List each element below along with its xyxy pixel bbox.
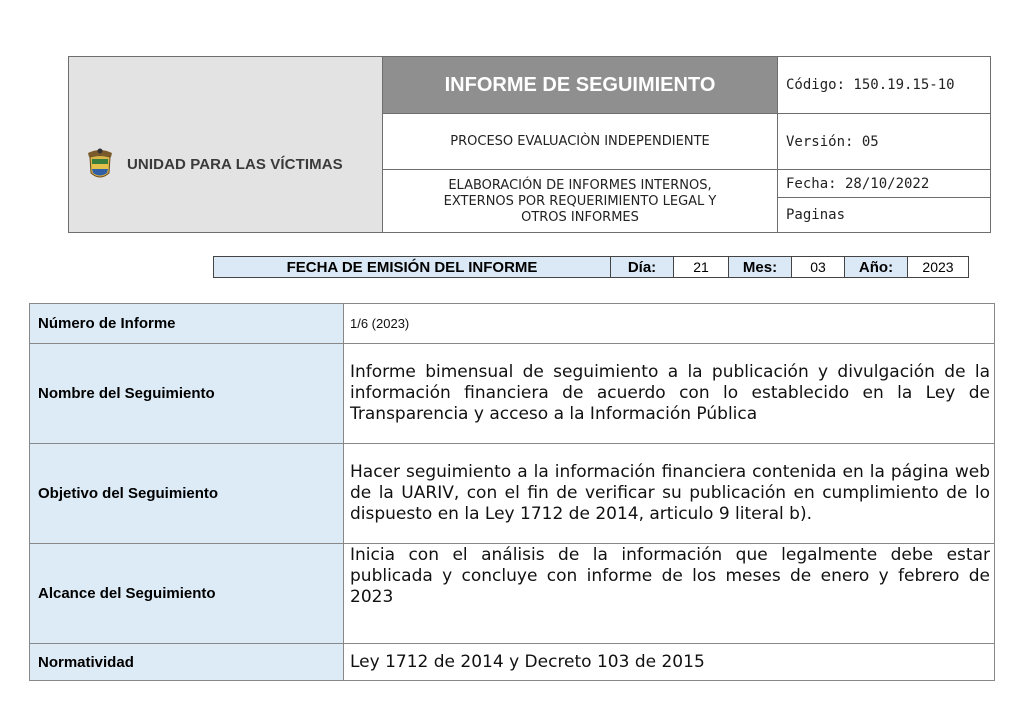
tracking-objective-value: Hacer seguimiento a la información financiera contenida en la página web de la UARIV, con el fin de verificar su publicación en cumplimiento de lo dispuesto en la Ley 1712 de 2014, articulo 9 literal b). (344, 444, 995, 544)
document-pages: Paginas (778, 198, 991, 233)
procedure-line-2: EXTERNOS POR REQUERIMIENTO LEGAL Y (443, 194, 717, 209)
document-title: INFORME DE SEGUIMIENTO (383, 57, 778, 114)
table-row (30, 344, 995, 444)
process-name: PROCESO EVALUACIÒN INDEPENDIENTE (383, 114, 778, 170)
regulations-label: Normatividad (30, 644, 344, 681)
tracking-name-label: Nombre del Seguimiento (30, 344, 344, 444)
document-date: Fecha: 28/10/2022 (778, 170, 991, 198)
tracking-scope-value: Inicia con el análisis de la información que legalmente debe estar publicada y concluye con informe de los meses de enero y febrero de 2023 (344, 544, 995, 644)
table-row (30, 444, 995, 544)
table-row (30, 644, 995, 681)
report-number-value: 1/6 (2023) (344, 304, 995, 344)
month-label: Mes: (729, 257, 792, 278)
tracking-scope-label: Alcance del Seguimiento (30, 544, 344, 644)
tracking-objective-label: Objetivo del Seguimiento (30, 444, 344, 544)
year-value: 2023 (908, 257, 969, 278)
report-details-table (29, 303, 995, 681)
procedure-line-3: OTROS INFORMES (521, 210, 639, 225)
document-version: Versión: 05 (778, 114, 991, 170)
report-number-label: Número de Informe (30, 304, 344, 344)
regulations-value: Ley 1712 de 2014 y Decreto 103 de 2015 (344, 644, 995, 681)
document-header (68, 56, 991, 233)
year-label: Año: (845, 257, 908, 278)
emission-date-strip (213, 256, 969, 278)
logo-cell (69, 57, 383, 233)
procedure-name (383, 170, 778, 233)
procedure-line-1: ELABORACIÓN DE INFORMES INTERNOS, (448, 178, 712, 193)
day-value: 21 (674, 257, 729, 278)
table-row (30, 304, 995, 344)
emission-date-label: FECHA DE EMISIÓN DEL INFORME (214, 257, 611, 278)
table-row (30, 544, 995, 644)
document-code: Código: 150.19.15-10 (778, 57, 991, 114)
day-label: Día: (611, 257, 674, 278)
tracking-name-value: Informe bimensual de seguimiento a la publicación y divulgación de la información financiera de acuerdo con lo establecido en la Ley de Transparencia y acceso a la Información Pública (344, 344, 995, 444)
colombia-seal-icon (85, 147, 115, 183)
organization-name: UNIDAD PARA LAS VÍCTIMAS (127, 156, 343, 173)
month-value: 03 (792, 257, 845, 278)
